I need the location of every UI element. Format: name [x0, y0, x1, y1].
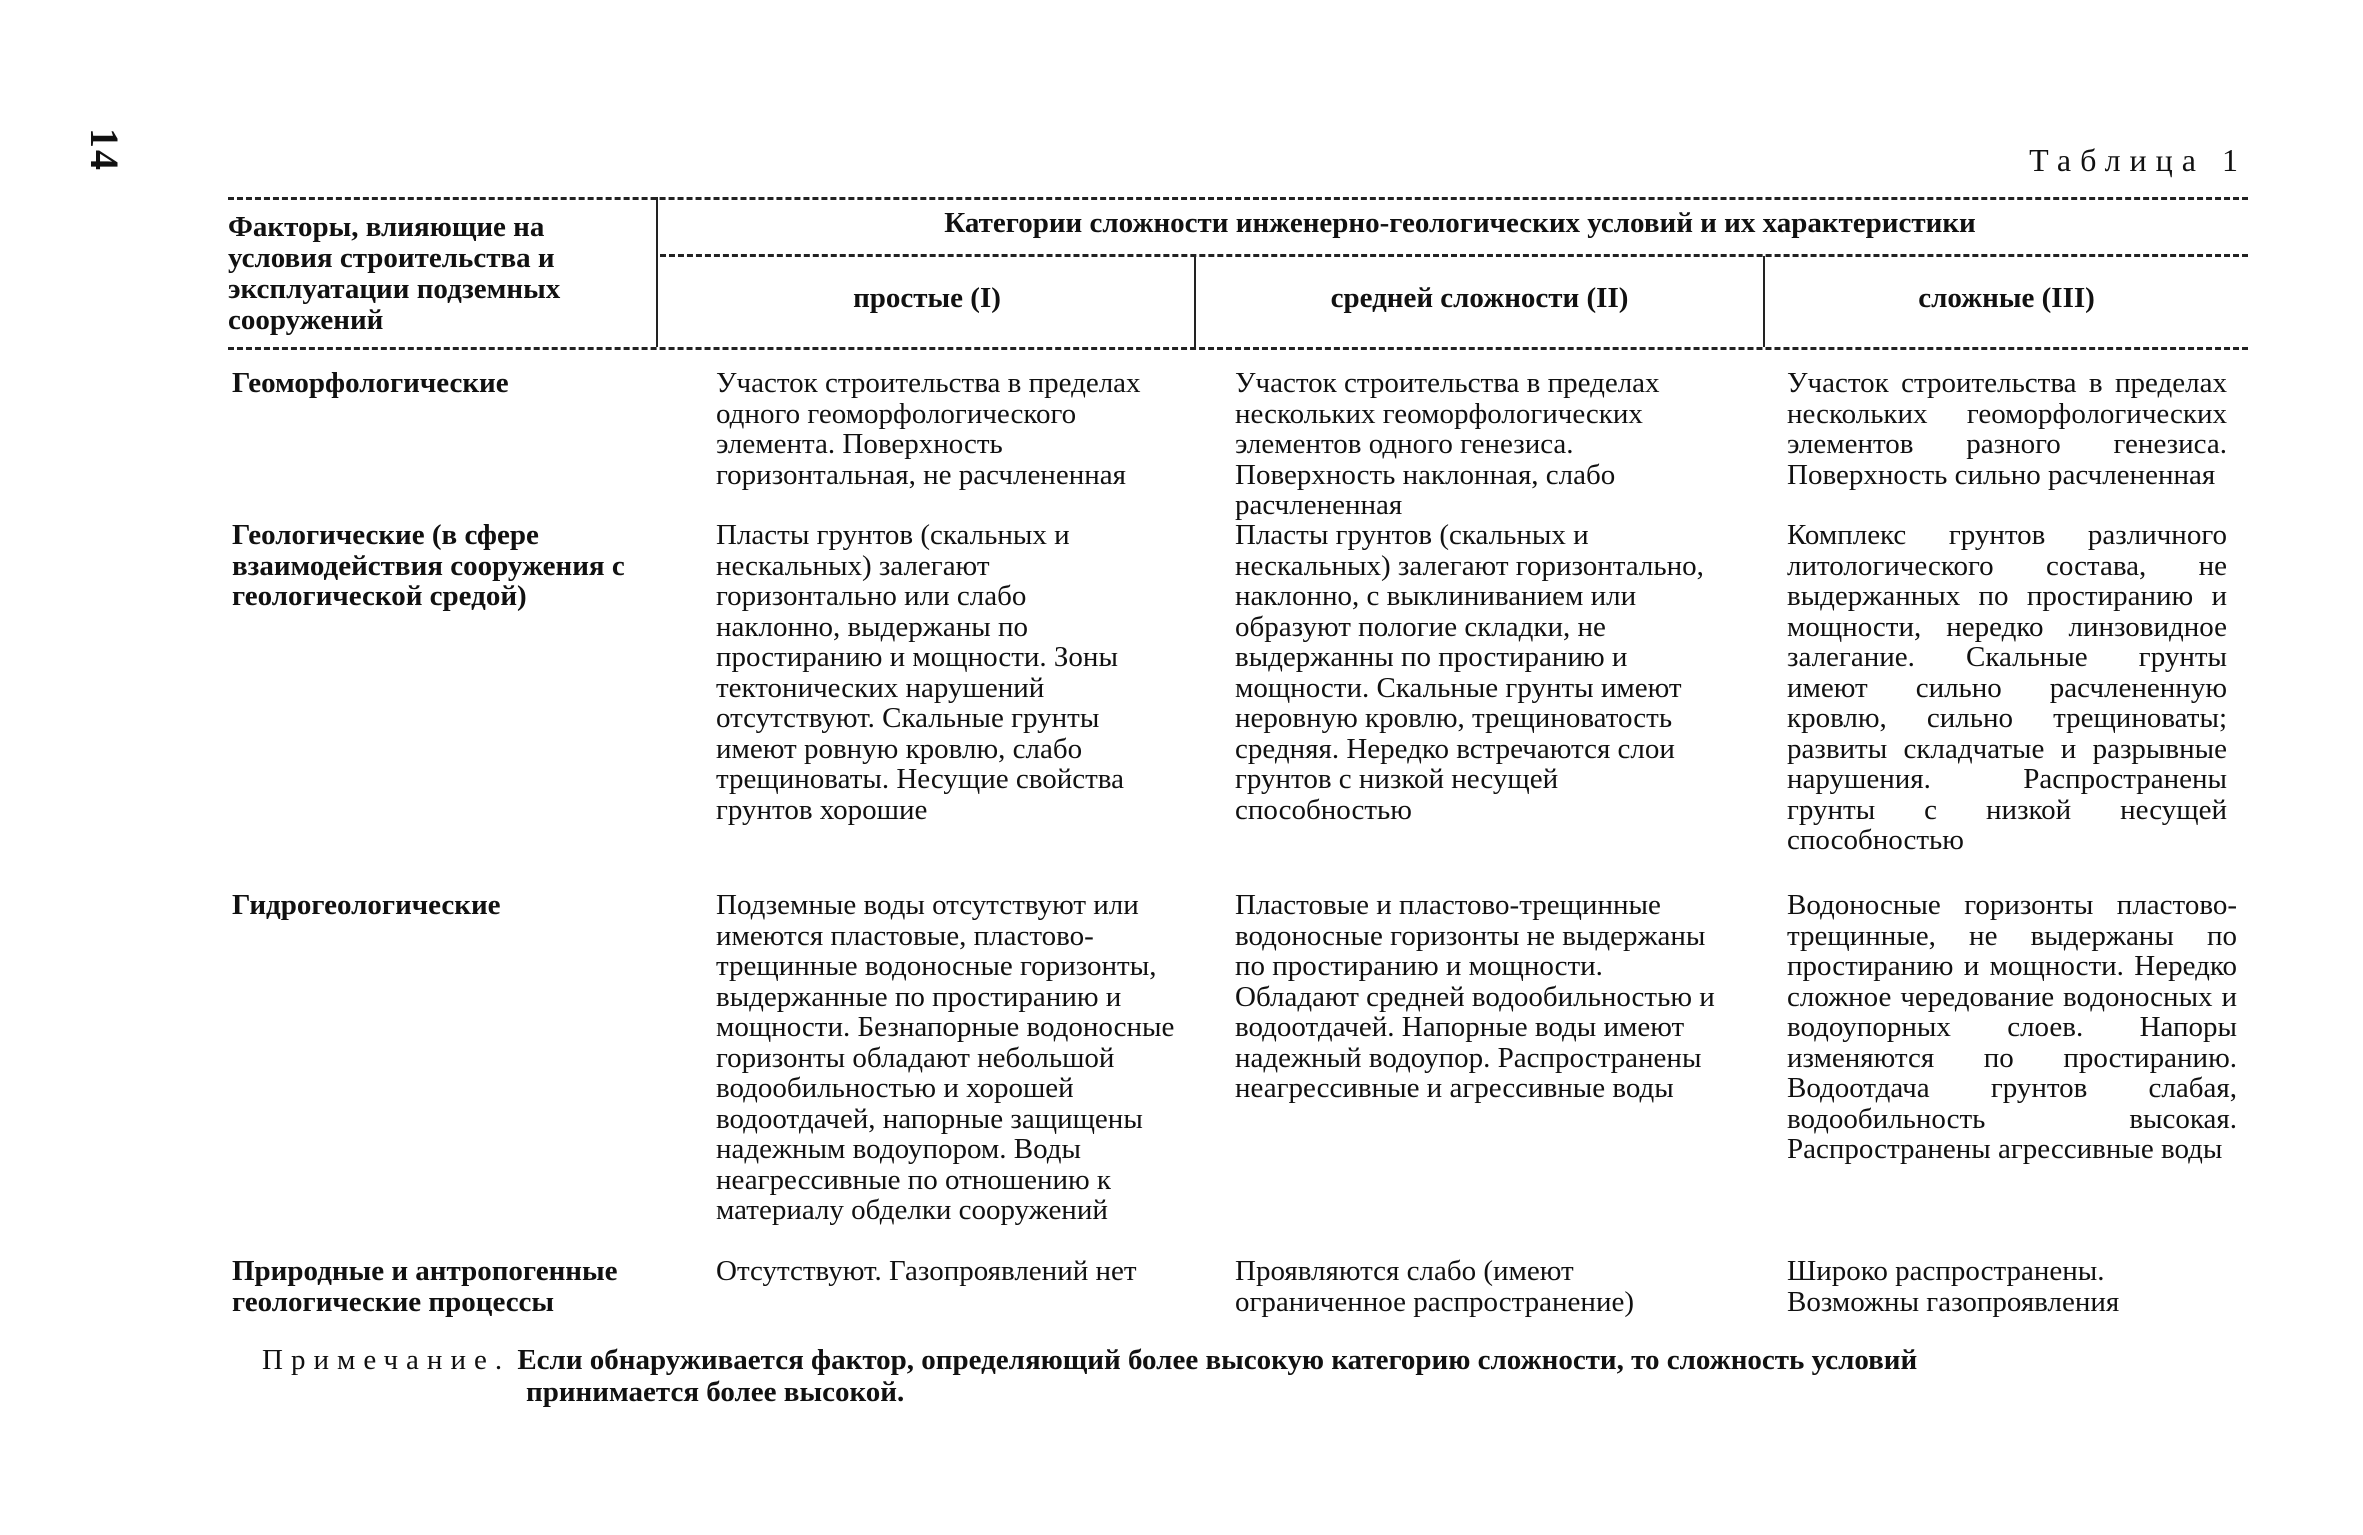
- header-bottom-rule: [228, 347, 2248, 350]
- row3-simple: Подземные воды отсутствуют или имеются пластовые, пластово-трещинные водоносные горизонты, выдержанные по простиранию и мощности. Безнапорные водоносные горизонты обладают небольшой водообильностью и хорошей водоотдачей, напорные защищены надежным водоупором. Воды неагрессивные по отношению к материалу обделки сооружений: [716, 889, 1175, 1226]
- row1-complex: Участок строительства в пределах нескольких геоморфологических элементов разного генезиса. Поверхность сильно расчлененная: [1787, 367, 2227, 491]
- table-label: Таблица 1: [2029, 142, 2247, 178]
- row4-complex: Широко распространены. Возможны газопроявления: [1787, 1255, 2120, 1318]
- header-medium: средней сложности (II): [1330, 282, 1629, 314]
- row2-medium: Пласты грунтов (скальных и нескальных) залегают горизонтально, наклонно, с выклиниванием или образуют пологие складки, не выдержанны по простиранию и мощности. Скальные грунты имеют неровную кровлю, трещиноватость средняя. Нередко встречаются слои грунтов с низкой несущей способностью: [1235, 519, 1704, 826]
- row3-complex: Водоносные горизонты пластово-трещинные, не выдержаны по простиранию и мощности. Нередко сложное чередование водоносных и водоупорных слоев. Напоры изменяются по простиранию. Водоотдача грунтов слабая, водообильность высокая. Распространены агрессивные воды: [1787, 889, 2237, 1165]
- row2-simple: Пласты грунтов (скальных и нескальных) залегают горизонтально или слабо наклонно, выдержаны по простиранию и мощности. Зоны тектонических нарушений отсутствуют. Скальные грунты имеют ровную кровлю, слабо трещиноваты. Несущие свойства грунтов хорошие: [716, 519, 1124, 826]
- header-simple: простые (I): [853, 282, 1001, 314]
- factor-geological: Геологические (в сфере взаимодействия сооружения с геологической средой): [232, 519, 625, 612]
- table-note: [262, 1344, 2162, 1408]
- header-divider-1: [656, 197, 658, 347]
- factor-processes: Природные и антропогенные геологические процессы: [232, 1255, 618, 1318]
- header-mid-rule: [660, 254, 2248, 257]
- row1-simple: Участок строительства в пределах одного геоморфологического элемента. Поверхность горизонтальная, не расчлененная: [716, 367, 1141, 491]
- row2-complex: Комплекс грунтов различного литологического состава, не выдержанных по простиранию и мощности, нередко линзовидное залегание. Скальные грунты имеют сильно расчлененную кровлю, сильно трещиноваты; развиты складчатые и разрывные нарушения. Распространены грунты с низкой несущей способностью: [1787, 519, 2227, 856]
- factor-hydrogeological: Гидрогеологические: [232, 889, 501, 921]
- header-factors: Факторы, влияющие на условия строительства и эксплуатации подземных сооружений: [228, 211, 561, 336]
- header-categories: Категории сложности инженерно-геологических условий и их характеристики: [944, 207, 1976, 239]
- note-text: Если обнаруживается фактор, определяющий более высокую категорию сложности, то сложность условий: [517, 1344, 1918, 1376]
- page-number: 14: [82, 128, 127, 172]
- table-top-rule: [228, 197, 2248, 200]
- row4-simple: Отсутствуют. Газопроявлений нет: [716, 1255, 1137, 1287]
- note-label: Примечание.: [262, 1344, 511, 1376]
- header-complex: сложные (III): [1918, 282, 2095, 314]
- row4-medium: Проявляются слабо (имеют ограниченное распространение): [1235, 1255, 1634, 1318]
- note-text-continued: принимается более высокой.: [526, 1376, 905, 1408]
- row3-medium: Пластовые и пластово-трещинные водоносные горизонты не выдержаны по простиранию и мощности. Обладают средней водообильностью и водоотдачей. Напорные воды имеют надежный водоупор. Распространены неагрессивные и агрессивные воды: [1235, 889, 1715, 1104]
- row1-medium: Участок строительства в пределах нескольких геоморфологических элементов одного генезиса. Поверхность наклонная, слабо расчлененная: [1235, 367, 1660, 521]
- factor-geomorphological: Геоморфологические: [232, 367, 509, 399]
